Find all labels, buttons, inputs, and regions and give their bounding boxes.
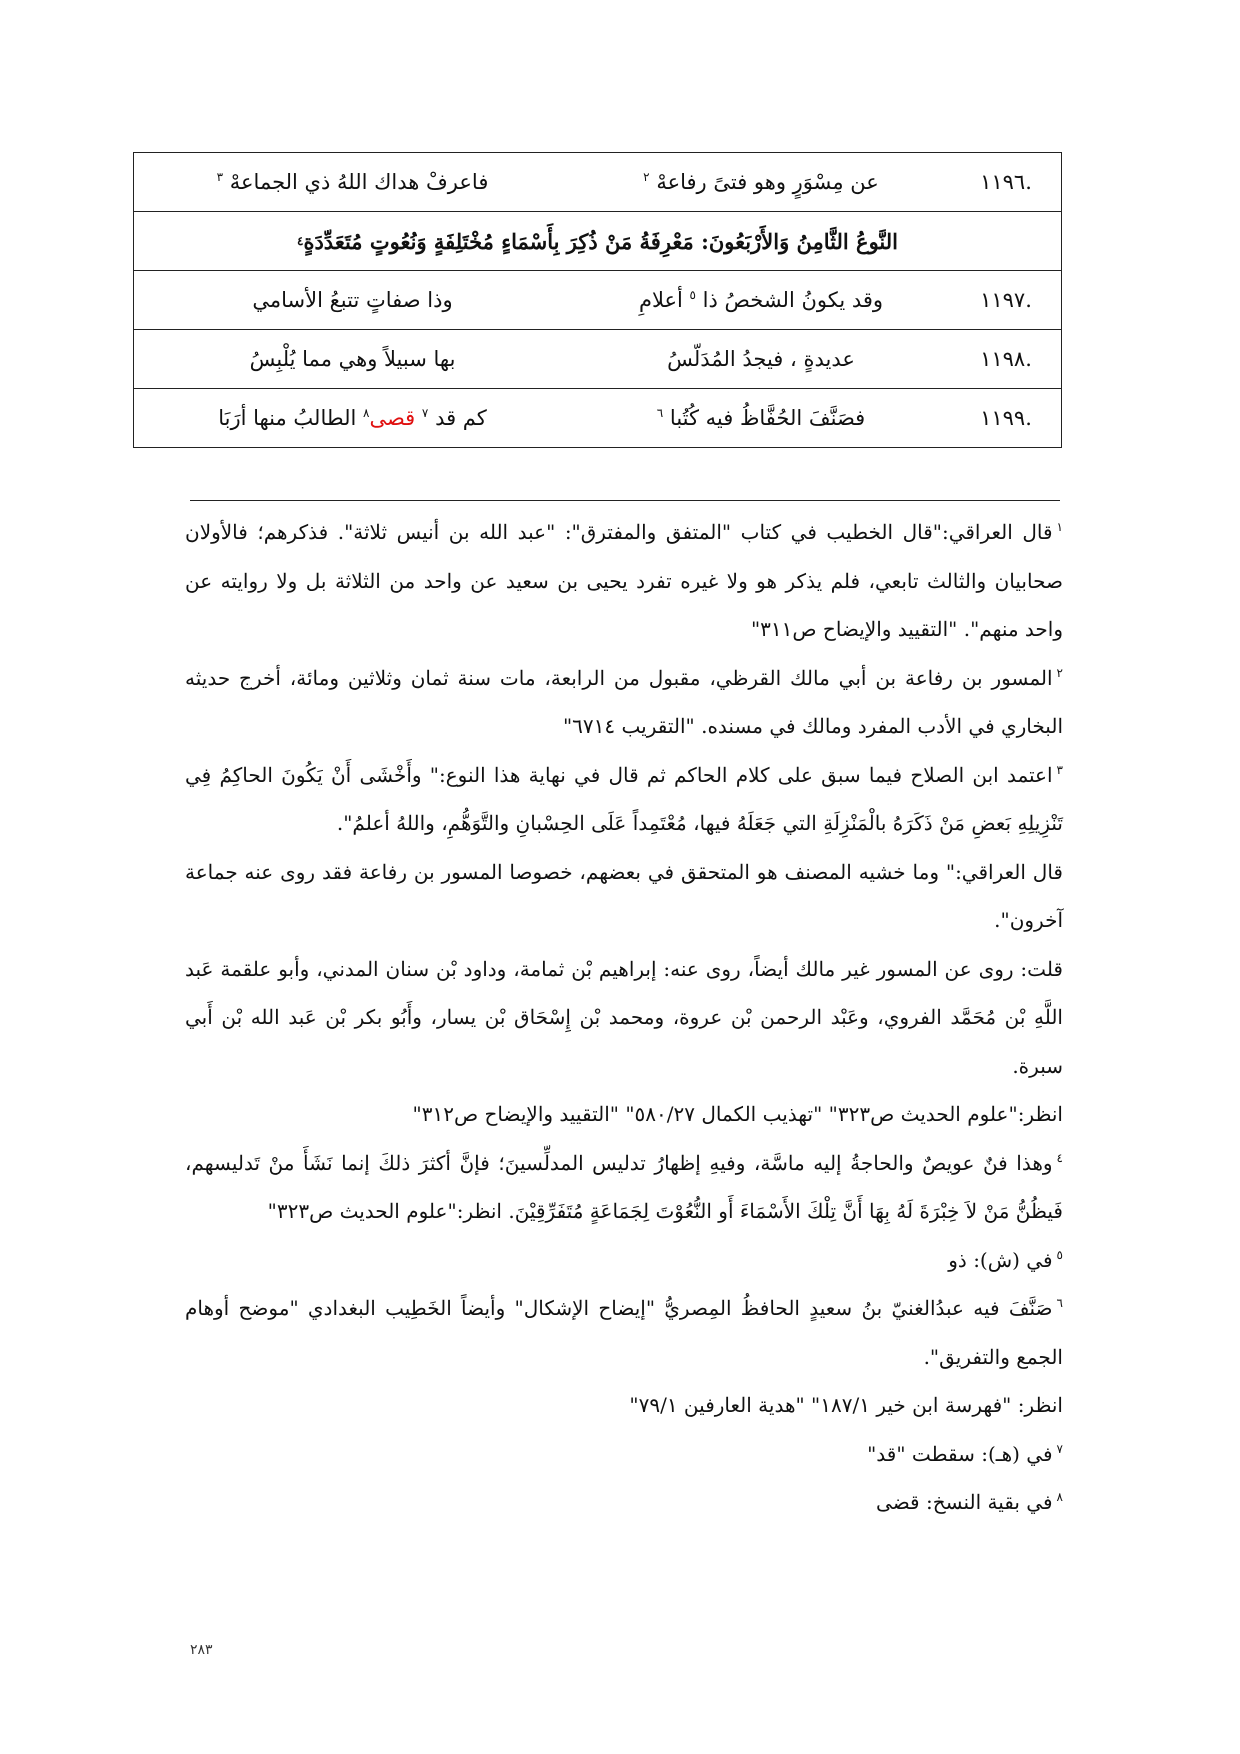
footnote-text: اعتمد ابن الصلاح فيما سبق على كلام الحاكم ثم قال في نهاية هذا النوع:" وأَخْشَى أَنْ يَكُونَ الحاكِمُ فِي تَنْزِيلِهِ بَعضِ مَنْ ذَكَرَهُ بالْمَنْزِلَةِ التي جَعَلَهُ فيها، مُعْتَمِداً عَلَى الحِسْبانِ والتَّوَهُّمِ، واللهُ أعلمُ".	[185, 762, 1063, 835]
poem-row	[134, 389, 1061, 447]
footnote-ref[interactable]: ٥	[689, 288, 696, 302]
chapter-heading: النَّوعُ الثَّامِنُ وَالأَرْبَعُونَ: مَعْرِفَةُ مَنْ ذُكِرَ بِأَسْمَاءٍ مُخْتَلِفَةٍ وَنُعُوتٍ مُتَعَدِّدَةٍ ٤	[134, 212, 1061, 271]
footnote-text: قال العراقي:"قال الخطيب في كتاب "المتفق والمفترق": "عبد الله بن أنيس ثلاثة". فذكرهم؛ فالأولان صحابيان والثالث تابعي، فلم يذكر هو ولا غيره تفرد يحيى بن سعيد عن واحد من الثلاثة بل ولا روايته عن واحد منهم". "التقييد والإيضاح ص٣١١"	[185, 520, 1063, 641]
footnote-separator	[190, 500, 1060, 501]
first-hemistich	[571, 170, 951, 194]
footnote-continuation	[185, 1090, 1063, 1139]
hemistich-text: وقد يكونُ الشخصُ ذا	[702, 288, 884, 312]
footnote	[185, 1139, 1063, 1236]
footnote-ref[interactable]: ٢	[643, 170, 650, 184]
footnote-number: ٤	[1056, 1150, 1063, 1165]
footnote-text: انظر: "فهرسة ابن خير ١٨٧/١" "هدية العارفين ٧٩/١"	[629, 1393, 1063, 1417]
poem-row	[134, 271, 1061, 330]
hemistich-text: كم قد	[435, 406, 487, 430]
hemistich-text: فاعرفْ هداك اللهُ ذي الجماعهْ	[229, 170, 489, 194]
footnote-text: انظر:"علوم الحديث ص٣٢٣" "تهذيب الكمال ٥٨٠/٢٧" "التقييد والإيضاح ص٣١٢"	[412, 1102, 1063, 1126]
footnote-number: ٥	[1056, 1247, 1063, 1262]
footnote	[185, 1430, 1063, 1479]
footnote-ref[interactable]: ٦	[656, 406, 664, 420]
verse-number: .١١٩٦	[980, 170, 1032, 194]
footnote	[185, 751, 1063, 848]
page-number: ٢٨٣	[190, 1642, 213, 1658]
second-hemistich	[134, 406, 571, 430]
footnote-text: في بقية النسخ: قضى	[876, 1490, 1053, 1514]
poem-row	[134, 153, 1061, 212]
hemistich-text: عن مِسْوَرٍ وهو فتىً رفاعهْ	[656, 170, 879, 194]
footnote-text: قلت: روى عن المسور غير مالك أيضاً، روى عنه: إبراهيم بْن ثمامة، وداود بْن سنان المدني، وأبو علقمة عَبد اللَّهِ بْن مُحَمَّد الفروي، وعَبْد الرحمن بْن عروة، ومحمد بْن إِسْحَاق بْن يسار، وأَبُو بكر بْن عَبد الله بْن أَبي سبرة.	[185, 956, 1063, 1078]
footnote-ref[interactable]: ٣	[216, 170, 224, 184]
footnote	[185, 1478, 1063, 1527]
footnote	[185, 1236, 1063, 1285]
footnote-continuation	[185, 848, 1063, 945]
poem-table	[133, 152, 1062, 448]
footnote-number: ٦	[1056, 1296, 1063, 1311]
chapter-heading-text: النَّوعُ الثَّامِنُ وَالأَرْبَعُونَ: مَعْرِفَةُ مَنْ ذُكِرَ بِأَسْمَاءٍ مُخْتَلِفَةٍ وَنُعُوتٍ مُتَعَدِّدَةٍ	[303, 228, 898, 254]
footnote-continuation	[185, 945, 1063, 1091]
footnote-number: ٣	[1056, 762, 1063, 777]
verse-number: .١١٩٩	[980, 406, 1032, 430]
first-hemistich	[571, 288, 951, 312]
footnote	[185, 1284, 1063, 1381]
footnote-text: المسور بن رفاعة بن أبي مالك القرظي، مقبول من الرابعة، مات سنة ثمان وثلاثين ومائة، أخرج حديثه البخاري في الأدب المفرد ومالك في مسنده. "التقريب ٦٧١٤"	[185, 665, 1063, 738]
footnote-number: ٨	[1056, 1490, 1063, 1505]
second-hemistich: وذا صفاتٍ تتبعُ الأسامي	[252, 288, 453, 312]
verse-number: .١١٩٨	[980, 347, 1032, 371]
footnote	[185, 508, 1063, 654]
footnotes-section	[185, 508, 1063, 1527]
second-hemistich	[134, 170, 571, 194]
poem-row	[134, 330, 1061, 389]
footnote-text: صَنَّفَ فيه عبدُالغنيّ بنُ سعيدٍ الحافظُ المِصريُّ "إيضاح الإشكال" وأيضاً الخَطِيب البغدادي "موضح أوهام الجمع والتفريق".	[185, 1296, 1063, 1369]
footnote-number: ١	[1056, 520, 1063, 535]
footnote-ref[interactable]: ٧	[421, 406, 429, 420]
verse-number: .١١٩٧	[980, 288, 1032, 312]
footnote-text: في (هـ): سقطت "قد"	[867, 1441, 1053, 1466]
footnote-number: ٢	[1056, 665, 1063, 680]
hemistich-text: فصَنَّفَ الحُفَّاظُ فيه كُتُبا	[669, 406, 866, 430]
footnote-text: وهذا فنٌ عويصٌ والحاجةُ إليه ماسَّة، وفيهِ إظهارُ تدليس المدلِّسينَ؛ فإنَّ أكثرَ ذلكَ إنما نَشَأَ منْ تَدليسهم، فَيظُنُّ مَنْ لاَ خِبْرَةَ لَهُ بِهَا أَنَّ تِلْكَ الأَسْمَاءَ أَو النُّعُوْتَ لِجَمَاعَةٍ مُتَفَرِّقِيْنَ. انظر:"علوم الحديث ص٣٢٣"	[185, 1150, 1063, 1223]
footnote-text: في (ش): ذو	[948, 1247, 1053, 1272]
second-hemistich: بها سبيلاً وهي مما يُلْبِسُ	[249, 347, 456, 371]
highlighted-word: قصى	[369, 406, 416, 430]
hemistich-text: أعلامِ	[638, 288, 683, 312]
first-hemistich	[571, 406, 951, 430]
footnote-ref[interactable]: ٨	[363, 406, 370, 420]
first-hemistich: عديدةٍ ، فيجدُ المُدَلّسُ	[667, 347, 855, 371]
footnote-number: ٧	[1056, 1441, 1063, 1456]
footnote-continuation	[185, 1381, 1063, 1430]
footnote	[185, 654, 1063, 751]
footnote-text: قال العراقي:" وما خشيه المصنف هو المتحقق في بعضهم، خصوصا المسور بن رفاعة فقد روى عنه جماعة آخرون".	[185, 859, 1063, 932]
hemistich-text: الطالبُ منها أرَبَا	[218, 406, 357, 430]
